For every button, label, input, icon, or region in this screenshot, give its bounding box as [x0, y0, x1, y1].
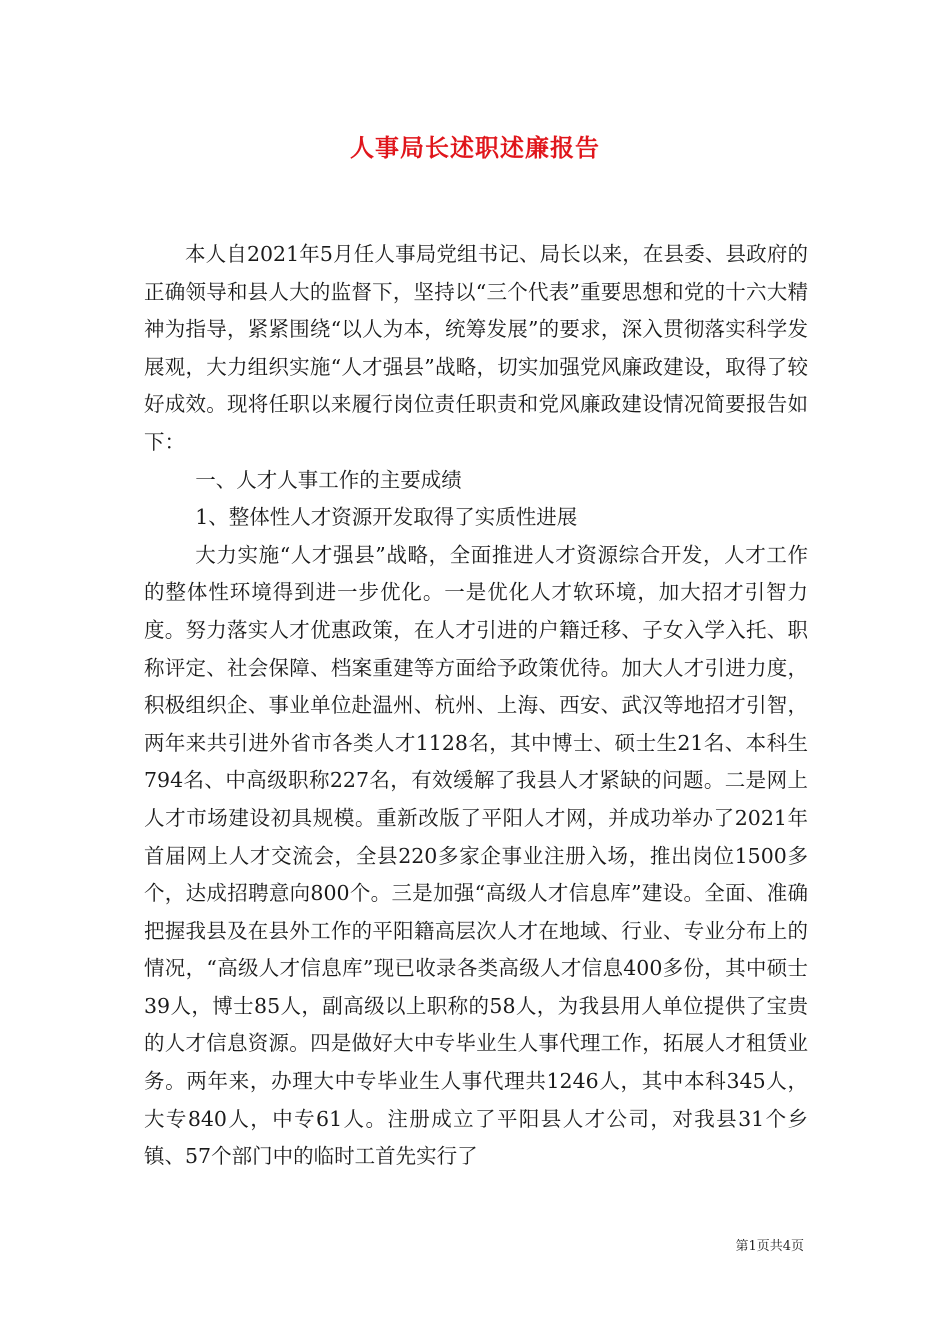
section-heading: 一、人才人事工作的主要成绩: [195, 467, 462, 492]
document-title: 人事局长述职述廉报告: [350, 133, 600, 162]
page-number: 第1页共4页: [735, 1239, 804, 1254]
subsection-heading: 1、整体性人才资源开发取得了实质性进展: [195, 505, 578, 530]
intro-paragraph: 本人自2021年5月任人事局党组书记、局长以来，在县委、县政府的正确领导和县人大的监督下，坚持以“三个代表”重要思想和党的十六大精神为指导，紧紧围绕“以人为本，统筹发展”的要求，深入贯彻落实科学发展观，大力组织实施“人才强县”战略，切实加强党风廉政建设，取得了较好成效。现将任职以来履行岗位责任职责和党风廉政建设情况简要报告如下：: [144, 242, 808, 454]
body-paragraph: 大力实施“人才强县”战略，全面推进人才资源综合开发，人才工作的整体性环境得到进一步优化。一是优化人才软环境，加大招才引智力度。努力落实人才优惠政策，在人才引进的户籍迁移、子女入学入托、职称评定、社会保障、档案重建等方面给予政策优待。加大人才引进力度，积极组织企、事业单位赴温州、杭州、上海、西安、武汉等地招才引智，两年来共引进外省市各类人才1128名，其中博士、硕士生21名、本科生794名、中高级职称227名，有效缓解了我县人才紧缺的问题。二是网上人才市场建设初具规模。重新改版了平阳人才网，并成功举办了2021年首届网上人才交流会，全县220多家企事业注册入场，推出岗位1500多个，达成招聘意向800个。三是加强“高级人才信息库”建设。全面、准确把握我县及在县外工作的平阳籍高层次人才在地域、行业、专业分布上的情况，“高级人才信息库”现已收录各类高级人才信息400多份，其中硕士39人，博士85人，副高级以上职称的58人，为我县用人单位提供了宝贵的人才信息资源。四是做好大中专毕业生人事代理工作，拓展人才租赁业务。两年来，办理大中专毕业生人事代理共1246人，其中本科345人，大专840人，中专61人。注册成立了平阳县人才公司，对我县31个乡镇、57个部门中的临时工首先实行了: [144, 542, 808, 1169]
document-body: [144, 236, 808, 1176]
